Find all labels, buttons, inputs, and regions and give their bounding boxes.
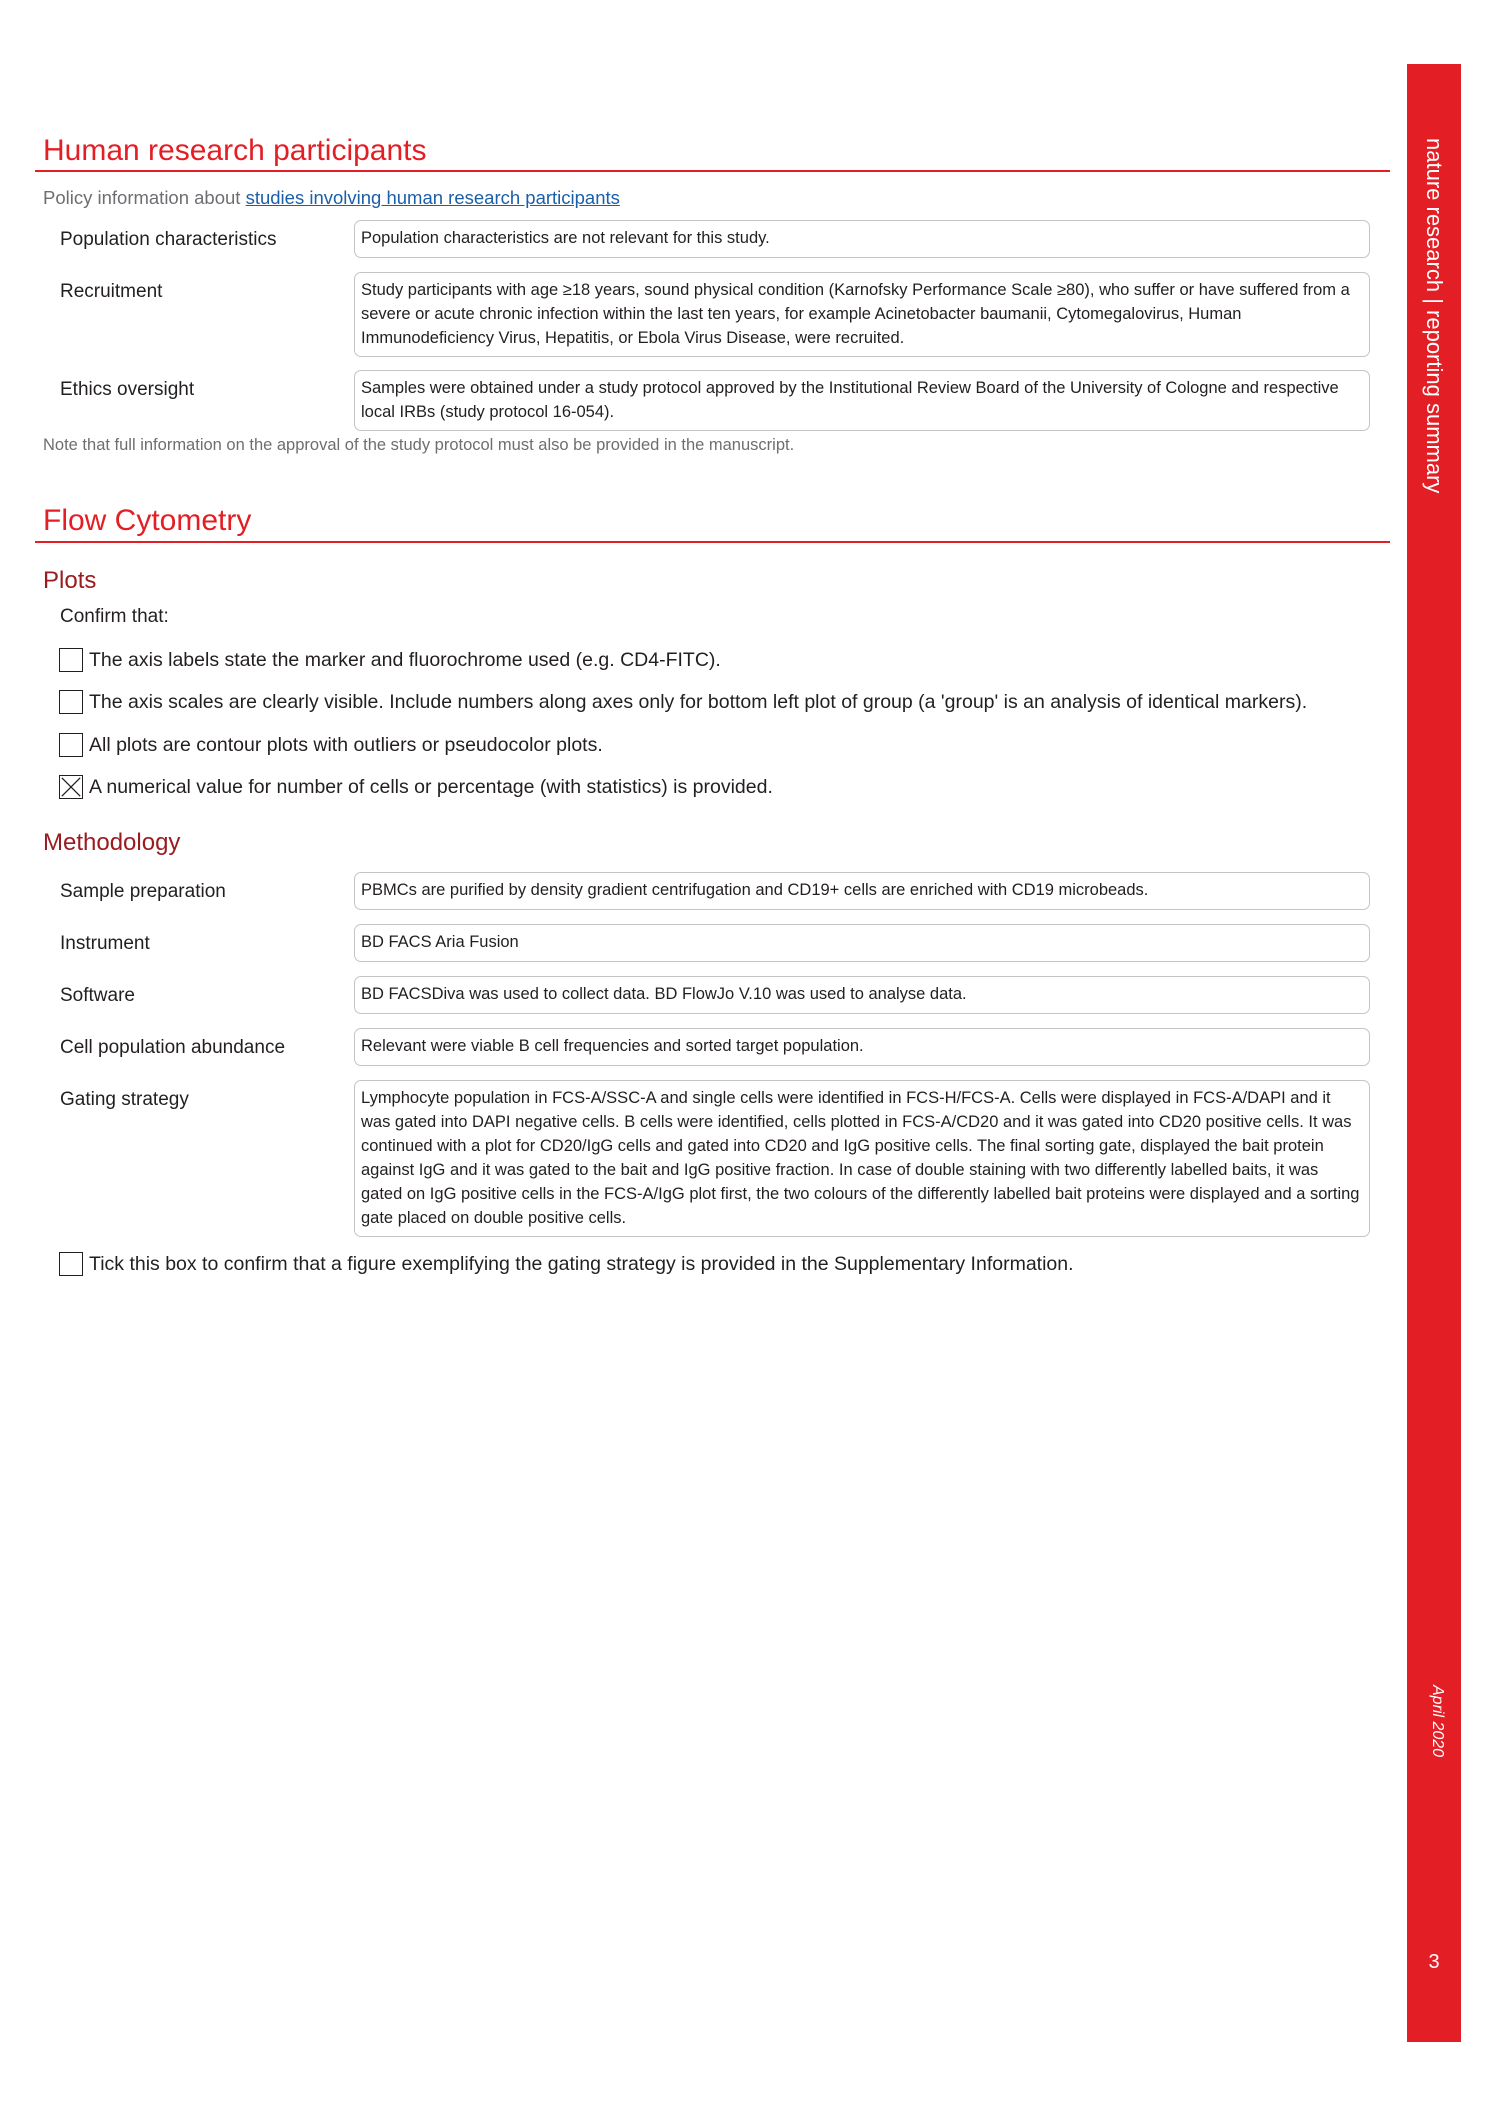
checklist-item-contour-plots — [59, 731, 603, 759]
field-label-population: Population characteristics — [60, 229, 277, 250]
sidebar-title: nature research | reporting summary — [1422, 138, 1447, 494]
approval-note: Note that full information on the approval of the study protocol must also be provided in the manuscript. — [43, 436, 795, 454]
section-divider — [35, 541, 1390, 543]
checkbox[interactable] — [59, 690, 83, 714]
field-label-software: Software — [60, 985, 135, 1006]
checklist-item-text: A numerical value for number of cells or percentage (with statistics) is provided. — [89, 776, 773, 798]
field-recruitment[interactable]: Study participants with age ≥18 years, sound physical condition (Karnofsky Performance Scale ≥80), who suffer or have suffered from a severe or acute chronic infection within the last ten years, for example Acinetobacter baumanii, Cytomegalovirus, Human Immunodeficiency Virus, Hepatitis, or Ebola Virus Disease, were recruited. — [354, 272, 1370, 357]
checklist-item-numerical-value — [59, 773, 773, 801]
field-cell-population-abundance[interactable]: Relevant were viable B cell frequencies and sorted target population. — [354, 1028, 1370, 1066]
policy-line — [43, 186, 620, 210]
field-label-sample-preparation: Sample preparation — [60, 881, 226, 902]
section-title-human-research: Human research participants — [43, 134, 427, 167]
checklist-item-text: Tick this box to confirm that a figure exemplifying the gating strategy is provided in the Supplementary Information. — [89, 1253, 1074, 1275]
checkbox[interactable] — [59, 648, 83, 672]
field-software[interactable]: BD FACSDiva was used to collect data. BD FlowJo V.10 was used to analyse data. — [354, 976, 1370, 1014]
checklist-item-text: The axis labels state the marker and fluorochrome used (e.g. CD4-FITC). — [89, 649, 721, 671]
checkbox[interactable] — [59, 733, 83, 757]
field-gating-strategy[interactable]: Lymphocyte population in FCS-A/SSC-A and single cells were identified in FCS-H/FCS-A. Cells were displayed in FCS-A/DAPI and it was gated into DAPI negative cells. B cells were identified, cells plotted in FCS-A/CD20 and it was gated into CD20 positive cells. It was continued with a plot for CD20/IgG cells and gated into CD20 and IgG positive cells. The final sorting gate, displayed the bait protein against IgG and it was gated to the bait and IgG positive fraction. In case of double staining with two differently labelled baits, it was gated on IgG positive cells in the FCS-A/IgG plot first, the two colours of the differently labelled bait proteins were displayed and a sorting gate placed on double positive cells. — [354, 1080, 1370, 1237]
policy-link[interactable]: studies involving human research participants — [245, 187, 620, 208]
field-label-instrument: Instrument — [60, 933, 150, 954]
checklist-item-axis-scales — [59, 688, 1307, 716]
section-divider — [35, 170, 1390, 172]
field-label-cell-population-abundance: Cell population abundance — [60, 1037, 286, 1058]
sidebar-date: April 2020 — [1429, 1685, 1446, 1758]
page-number: 3 — [1428, 1951, 1440, 1973]
field-label-ethics: Ethics oversight — [60, 379, 195, 400]
checklist-item-text: All plots are contour plots with outliers or pseudocolor plots. — [89, 734, 603, 756]
section-title-flow-cytometry: Flow Cytometry — [43, 504, 252, 537]
checklist-item-gating-figure — [59, 1250, 1074, 1278]
policy-prefix: Policy information about — [43, 187, 246, 208]
checkbox-checked[interactable] — [59, 775, 83, 799]
subsection-title-plots: Plots — [43, 567, 97, 594]
field-sample-preparation[interactable]: PBMCs are purified by density gradient centrifugation and CD19+ cells are enriched with CD19 microbeads. — [354, 872, 1370, 910]
checkbox[interactable] — [59, 1252, 83, 1276]
field-label-recruitment: Recruitment — [60, 281, 163, 302]
field-instrument[interactable]: BD FACS Aria Fusion — [354, 924, 1370, 962]
field-label-gating-strategy: Gating strategy — [60, 1089, 189, 1110]
subsection-title-methodology: Methodology — [43, 829, 181, 856]
field-population-characteristics[interactable]: Population characteristics are not relevant for this study. — [354, 220, 1370, 258]
confirm-label: Confirm that: — [60, 606, 169, 627]
checklist-item-text: The axis scales are clearly visible. Include numbers along axes only for bottom left plot of group (a 'group' is an analysis of identical markers). — [89, 691, 1308, 713]
field-ethics-oversight[interactable]: Samples were obtained under a study protocol approved by the Institutional Review Board of the University of Cologne and respective local IRBs (study protocol 16-054). — [354, 370, 1370, 431]
checklist-item-axis-labels — [59, 646, 721, 674]
